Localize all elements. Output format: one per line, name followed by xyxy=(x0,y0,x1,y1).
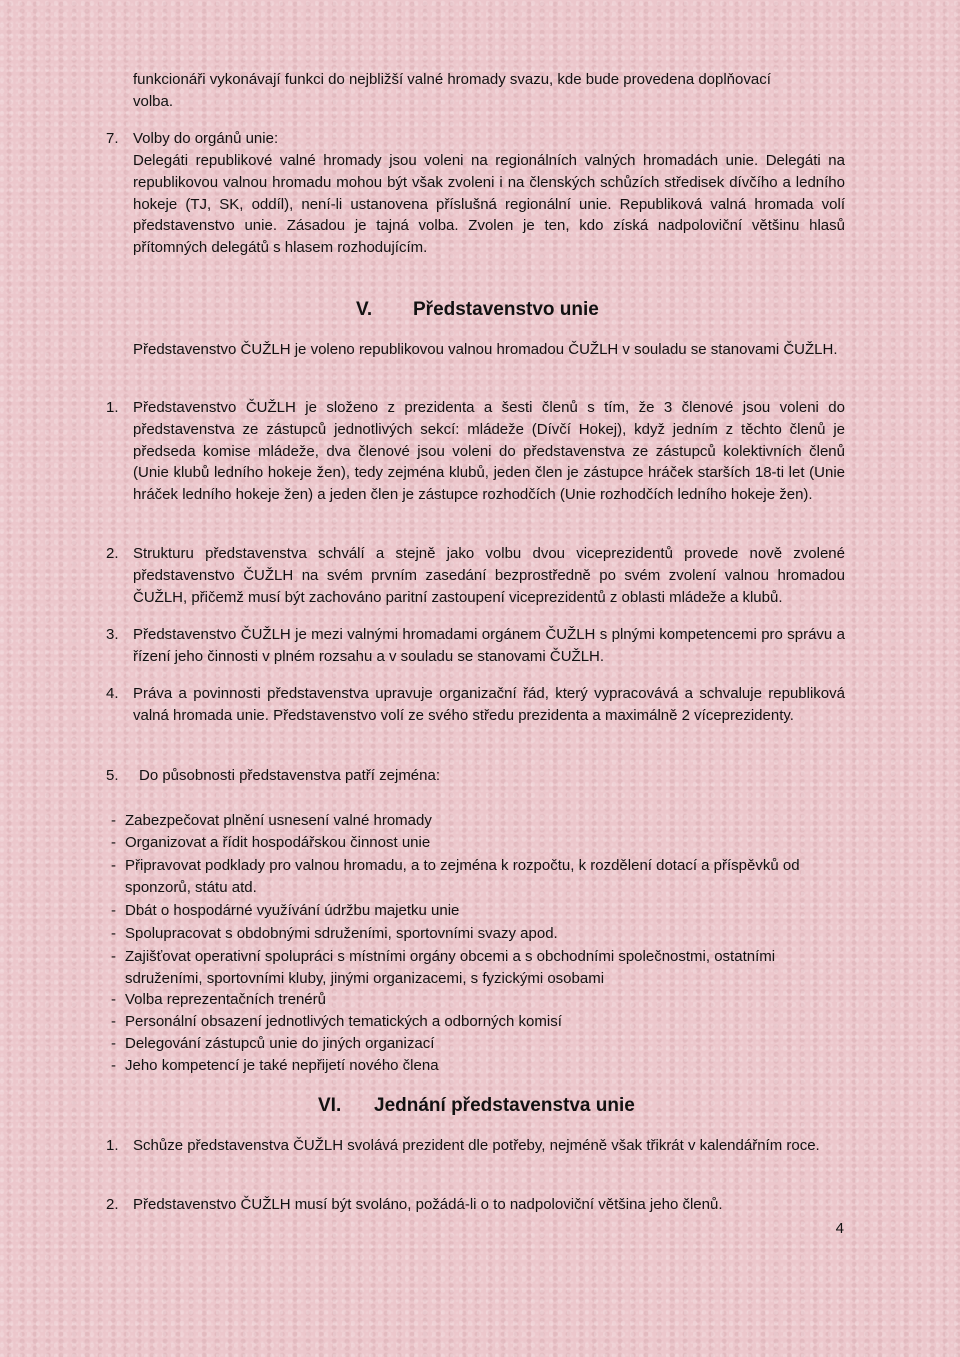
duty-item: Zajišťovat operativní spolupráci s místními orgány obcemi a s obchodními společnostmi, ostatními sdruženími, sportovními kluby, jinými organizacemi, s fyzickými osobami xyxy=(125,948,776,987)
section-5-item-3-text: Představenstvo ČUŽLH je mezi valnými hromadami orgánem ČUŽLH s plnými kompetencemi pro správu a řízení jeho činnosti v plném rozsahu a v souladu se stanovami ČUŽLH. xyxy=(133,626,845,665)
section-5-item-2-number: 2. xyxy=(106,545,119,562)
list-bullet: - xyxy=(111,1013,116,1030)
section-5-item-3-number: 3. xyxy=(106,626,119,643)
list-bullet: - xyxy=(111,991,116,1008)
page-number: 4 xyxy=(835,1220,844,1237)
list-bullet: - xyxy=(111,834,116,851)
section-5-title: Představenstvo unie xyxy=(413,299,599,320)
item-7-number: 7. xyxy=(106,130,119,147)
duty-item: Jeho kompetencí je také nepřijetí nového člena xyxy=(125,1057,439,1074)
list-bullet: - xyxy=(111,812,116,829)
section-6-numeral: VI. xyxy=(318,1095,342,1116)
duty-item xyxy=(125,855,850,899)
section-6-title: Jednání představenstva unie xyxy=(374,1095,635,1116)
list-bullet: - xyxy=(111,1057,116,1074)
intro-line-2: volba. xyxy=(133,93,174,110)
duty-item: Dbát o hospodárné využívání údržbu majetku unie xyxy=(125,902,460,919)
section-5-item-5-number: 5. xyxy=(106,767,119,784)
duty-item: Organizovat a řídit hospodářskou činnost unie xyxy=(125,834,431,851)
section-5-item-1-number: 1. xyxy=(106,399,119,416)
section-6-item-2-text: Představenstvo ČUŽLH musí být svoláno, požádá-li o to nadpoloviční většina jeho členů. xyxy=(133,1196,723,1213)
list-bullet: - xyxy=(111,1035,116,1052)
duty-item: Delegování zástupců unie do jiných organizací xyxy=(125,1035,435,1052)
duty-item-text: Připravovat podklady pro valnou hromadu, a to zejména k rozpočtu, k rozdělení dotací a příspěvků od sponzorů, státu atd. xyxy=(125,857,800,896)
list-bullet: - xyxy=(111,857,116,874)
section-5-item-4-number: 4. xyxy=(106,685,119,702)
list-bullet: - xyxy=(111,948,116,965)
section-6-item-2-number: 2. xyxy=(106,1196,119,1213)
duty-item: Personální obsazení jednotlivých tematických a odborných komisí xyxy=(125,1013,562,1030)
item-7-title: Volby do orgánů unie: xyxy=(133,130,279,147)
item-7-text: Delegáti republikové valné hromady jsou voleni na regionálních valných hromadách unie. Delegáti na republikovou valnou hromadu mohou být však zvoleni i na členských schůzích středisek dívčího a ledního hokeje (TJ, SK, oddíl), není-li ustanovena příslušná regionální unie. Republiková valná hromada volí představenstvo unie. Zásadou je tajná volba. Zvolen je ten, kdo získá nadpoloviční většinu hlasů přítomných delegátů s hlasem rozhodujícím. xyxy=(133,152,845,257)
section-5-item-4-text: Práva a povinnosti představenstva upravuje organizační řád, který vypracovává a schvaluje republiková valná hromada unie. Představenstvo volí ze svého středu prezidenta a maximálně 2 víceprezidenty. xyxy=(133,685,845,724)
duty-item: Zabezpečovat plnění usnesení valné hromady xyxy=(125,812,432,829)
list-bullet: - xyxy=(111,902,116,919)
section-6-item-1-number: 1. xyxy=(106,1137,119,1154)
section-5-item-5-text: Do působnosti představenstva patří zejména: xyxy=(139,767,441,784)
duty-item: Volba reprezentačních trenérů xyxy=(125,991,326,1008)
list-bullet: - xyxy=(111,925,116,942)
section-5-numeral: V. xyxy=(356,299,373,320)
intro-line-1: funkcionáři vykonávají funkci do nejbližší valné hromady svazu, kde bude provedena doplňovací xyxy=(133,71,771,88)
section-6-item-1-text: Schůze představenstva ČUŽLH svolává prezident dle potřeby, nejméně však třikrát v kalendářním roce. xyxy=(133,1137,820,1154)
section-5-item-2-text: Strukturu představenstva schválí a stejně jako volbu dvou viceprezidentů provede nově zvolené představenstvo ČUŽLH na svém prvním zasedání bezprostředně po svém zvolení valnou hromadou ČUŽLH, přičemž musí být zachováno paritní zastoupení viceprezidentů z oblasti mládeže a klubů. xyxy=(133,545,845,606)
section-5-intro: Představenstvo ČUŽLH je voleno republikovou valnou hromadou ČUŽLH v souladu se stanovami ČUŽLH. xyxy=(133,341,838,358)
duty-item: Spolupracovat s obdobnými sdruženími, sportovními svazy apod. xyxy=(125,925,558,942)
section-5-item-1-text: Představenstvo ČUŽLH je složeno z prezidenta a šesti členů s tím, že 3 členové jsou voleni do představenstva ze zástupců jednotlivých sekcí: mládeže (Dívčí Hokej), když jedním z těchto členů je předseda komise mládeže, dva členové jsou voleni do představenstva ze zástupců kolektivních členů (Unie klubů ledního hokeje žen), tedy zejména klubů, jeden člen je zástupce hráček starších 18-ti let (Unie hráček ledního hokeje žen) a jeden člen je zástupce rozhodčích (Unie rozhodčích ledního hokeje žen). xyxy=(133,399,845,504)
